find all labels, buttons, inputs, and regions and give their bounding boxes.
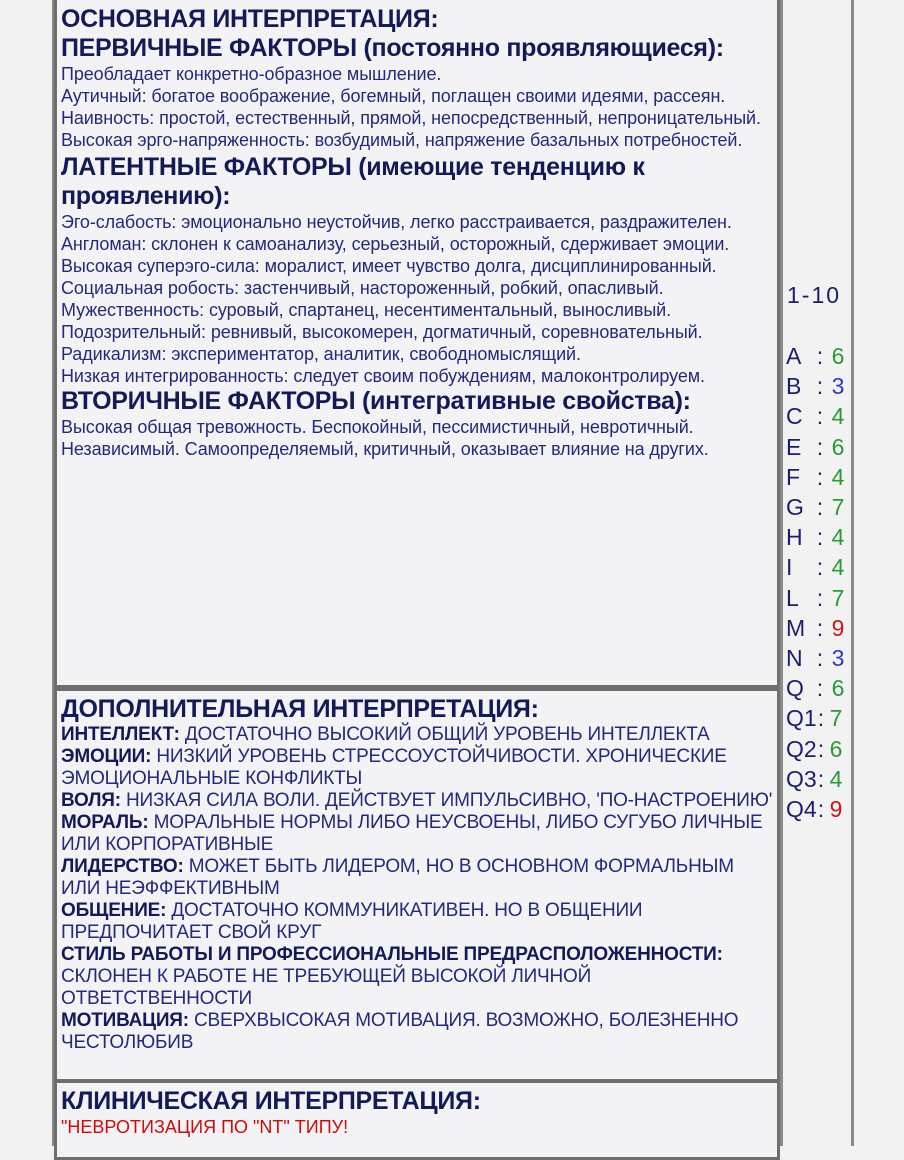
score-separator: : — [817, 705, 825, 732]
additional-item-text: НИЗКИЙ УРОВЕНЬ СТРЕССОУСТОЙЧИВОСТИ. ХРОНИЧЕСКИЕ ЭМОЦИОНАЛЬНЫЕ КОНФЛИКТЫ — [61, 746, 727, 789]
score-factor-key: A — [786, 343, 802, 369]
score-factor-key: I — [786, 554, 793, 581]
additional-item-motivation — [61, 1010, 773, 1054]
score-separator: : — [817, 796, 825, 822]
latent-factor-line: Высокая суперэго-сила: моралист, имеет чувство долга, дисциплинированный. — [61, 256, 717, 276]
score-factor-key: Q2 — [786, 735, 817, 762]
interpretation-column — [54, 0, 780, 1146]
latent-factor-line: Радикализм: экспериментатор, аналитик, свободномыслящий. — [61, 344, 581, 364]
score-row-a — [786, 343, 848, 369]
score-row-l — [786, 585, 848, 611]
score-row-e — [786, 434, 848, 460]
additional-item-leadership — [61, 856, 773, 900]
latent-factor-line: Подозрительный: ревнивый, высокомерен, догматичный, соревновательный. — [61, 322, 703, 342]
score-factor-key: F — [786, 463, 801, 490]
additional-item-work-style — [61, 944, 773, 1010]
secondary-factors-list — [61, 416, 773, 460]
additional-item-emotions — [61, 746, 773, 790]
score-row-h — [786, 524, 848, 550]
score-factor-value: 9 — [829, 796, 843, 822]
score-separator: : — [816, 584, 824, 611]
clinical-interpretation-title: КЛИНИЧЕСКАЯ ИНТЕРПРЕТАЦИЯ: — [61, 1087, 481, 1115]
primary-factor-line: Наивность: простой, естественный, прямой, непосредственный, непроницательный. — [61, 108, 761, 128]
score-factor-value: 3 — [831, 645, 845, 671]
additional-item-text: ДОСТАТОЧНО ВЫСОКИЙ ОБЩИЙ УРОВЕНЬ ИНТЕЛЛЕКТА — [184, 724, 710, 745]
additional-item-will — [61, 790, 773, 812]
score-row-q — [786, 675, 848, 701]
additional-item-label: ВОЛЯ: — [61, 790, 121, 811]
score-factor-key: B — [786, 373, 802, 400]
clinical-interpretation-section — [54, 1080, 780, 1160]
score-separator: : — [816, 494, 824, 520]
additional-item-text: СВЕРХВЫСОКАЯ МОТИВАЦИЯ. ВОЗМОЖНО, БОЛЕЗНЕННО ЧЕСТОЛЮБИВ — [61, 1010, 739, 1053]
additional-item-intellect — [61, 724, 773, 746]
score-factor-value: 4 — [831, 554, 845, 581]
score-factor-value: 4 — [831, 403, 845, 430]
score-factor-key: M — [786, 614, 806, 641]
score-factor-value: 7 — [829, 705, 843, 732]
score-row-f — [786, 464, 848, 490]
score-factor-key: Q — [786, 675, 804, 702]
score-factor-value: 9 — [831, 614, 845, 641]
score-separator: : — [816, 614, 824, 641]
additional-item-text: ДОСТАТОЧНО КОММУНИКАТИВЕН. НО В ОБЩЕНИИ ПРЕДПОЧИТАЕТ СВОЙ КРУГ — [61, 900, 643, 943]
latent-factor-line: Англоман: склонен к самоанализу, серьезный, осторожный, сдерживает эмоции. — [61, 234, 730, 254]
additional-item-label: ЛИДЕРСТВО: — [61, 856, 184, 877]
score-row-c — [786, 403, 848, 429]
score-row-i — [786, 554, 848, 580]
score-separator: : — [817, 735, 825, 762]
score-separator: : — [816, 403, 824, 430]
secondary-factor-line: Высокая общая тревожность. Беспокойный, пессимистичный, невротичный. — [61, 417, 694, 437]
score-row-g — [786, 494, 848, 520]
score-separator: : — [816, 675, 824, 702]
additional-item-text: МОРАЛЬНЫЕ НОРМЫ ЛИБО НЕУСВОЕНЫ, ЛИБО СУГУБО ЛИЧНЫЕ ИЛИ КОРПОРАТИВНЫЕ — [61, 812, 763, 855]
additional-item-label: ИНТЕЛЛЕКТ: — [61, 724, 180, 745]
score-factor-key: C — [786, 403, 803, 430]
additional-item-label: ОБЩЕНИЕ: — [61, 900, 167, 921]
primary-factor-line: Преобладает конкретно-образное мышление. — [61, 64, 442, 84]
score-factor-value: 6 — [831, 343, 845, 369]
score-factor-value: 4 — [831, 524, 845, 551]
score-separator: : — [816, 373, 824, 400]
clinical-conclusion: "НЕВРОТИЗАЦИЯ ПО "NT" ТИПУ! — [61, 1117, 349, 1137]
primary-factor-line: Высокая эрго-напряженность: возбудимый, напряжение базальных потребностей. — [61, 130, 743, 150]
score-factor-value: 3 — [831, 373, 845, 400]
score-row-q4 — [786, 796, 846, 822]
scores-column — [782, 0, 852, 1146]
additional-item-label: СТИЛЬ РАБОТЫ И ПРОФЕССИОНАЛЬНЫЕ ПРЕДРАСПОЛОЖЕННОСТИ: — [61, 944, 723, 965]
score-factor-value: 6 — [829, 735, 843, 762]
secondary-factor-line: Независимый. Самоопределяемый, критичный, оказывает влияние на других. — [61, 439, 709, 459]
score-row-q1 — [786, 705, 846, 731]
score-factor-key: L — [786, 584, 799, 611]
additional-item-text: НИЗКАЯ СИЛА ВОЛИ. ДЕЙСТВУЕТ ИМПУЛЬСИВНО, 'ПО-НАСТРОЕНИЮ' — [125, 790, 773, 811]
score-factor-key: H — [786, 524, 803, 551]
additional-item-text: СКЛОНЕН К РАБОТЕ НЕ ТРЕБУЮЩЕЙ ВЫСОКОЙ ЛИЧНОЙ ОТВЕТСТВЕННОСТИ — [61, 966, 592, 1009]
additional-interpretation-title: ДОПОЛНИТЕЛЬНАЯ ИНТЕРПРЕТАЦИЯ: — [61, 695, 539, 723]
score-range: 1-10 — [787, 282, 842, 308]
score-factor-key: Q4 — [786, 796, 817, 822]
score-factor-value: 6 — [831, 675, 845, 702]
additional-item-label: ЭМОЦИИ: — [61, 746, 152, 767]
additional-interpretation-section — [54, 688, 780, 1082]
score-separator: : — [816, 433, 824, 460]
additional-item-text: МОЖЕТ БЫТЬ ЛИДЕРОМ, НО В ОСНОВНОМ ФОРМАЛЬНЫМ ИЛИ НЕЭФФЕКТИВНЫМ — [61, 856, 734, 899]
score-row-n — [786, 645, 848, 671]
score-separator: : — [816, 645, 824, 671]
score-factor-key: Q3 — [786, 765, 817, 792]
latent-factor-line: Низкая интегрированность: следует своим побуждениям, малоконтролируем. — [61, 366, 705, 386]
latent-factor-line: Эго-слабость: эмоционально неустойчив, легко расстраивается, раздражителен. — [61, 212, 732, 232]
additional-item-morality — [61, 812, 773, 856]
primary-factor-line: Аутичный: богатое воображение, богемный, поглащен своими идеями, рассеян. — [61, 86, 726, 106]
score-factor-key: G — [786, 494, 804, 520]
score-factor-key: Q1 — [786, 705, 817, 732]
score-factor-value: 6 — [831, 433, 845, 460]
latent-factor-line: Мужественность: суровый, спартанец, несентиментальный, выносливый. — [61, 300, 672, 320]
main-interpretation-title: ОСНОВНАЯ ИНТЕРПРЕТАЦИЯ: — [61, 5, 439, 33]
score-row-b — [786, 373, 848, 399]
additional-item-label: МОТИВАЦИЯ: — [61, 1010, 189, 1031]
additional-item-communication — [61, 900, 773, 944]
primary-factors-heading: ПЕРВИЧНЫЕ ФАКТОРЫ (постоянно проявляющиеся): — [61, 34, 724, 62]
latent-factor-line: Социальная робость: застенчивый, настороженный, робкий, опасливый. — [61, 278, 664, 298]
score-separator: : — [816, 554, 824, 581]
score-row-q3 — [786, 766, 846, 792]
score-separator: : — [817, 765, 825, 792]
score-factor-key: N — [786, 645, 803, 671]
secondary-factors-heading: ВТОРИЧНЫЕ ФАКТОРЫ (интегративные свойства): — [61, 387, 691, 415]
score-row-m — [786, 615, 848, 641]
score-factor-value: 7 — [831, 494, 845, 520]
score-factor-key: E — [786, 433, 802, 460]
score-separator: : — [816, 463, 824, 490]
score-factor-value: 4 — [829, 765, 843, 792]
score-row-q2 — [786, 736, 846, 762]
score-separator: : — [816, 343, 824, 369]
score-factor-value: 7 — [831, 584, 845, 611]
main-interpretation-section — [54, 0, 780, 688]
score-factor-value: 4 — [831, 463, 845, 490]
primary-factors-list — [61, 63, 773, 151]
latent-factors-list — [61, 211, 773, 387]
additional-item-label: МОРАЛЬ: — [61, 812, 149, 833]
score-separator: : — [816, 524, 824, 551]
latent-factors-heading: ЛАТЕНТНЫЕ ФАКТОРЫ (имеющие тенденцию к проявлению): — [61, 153, 645, 210]
